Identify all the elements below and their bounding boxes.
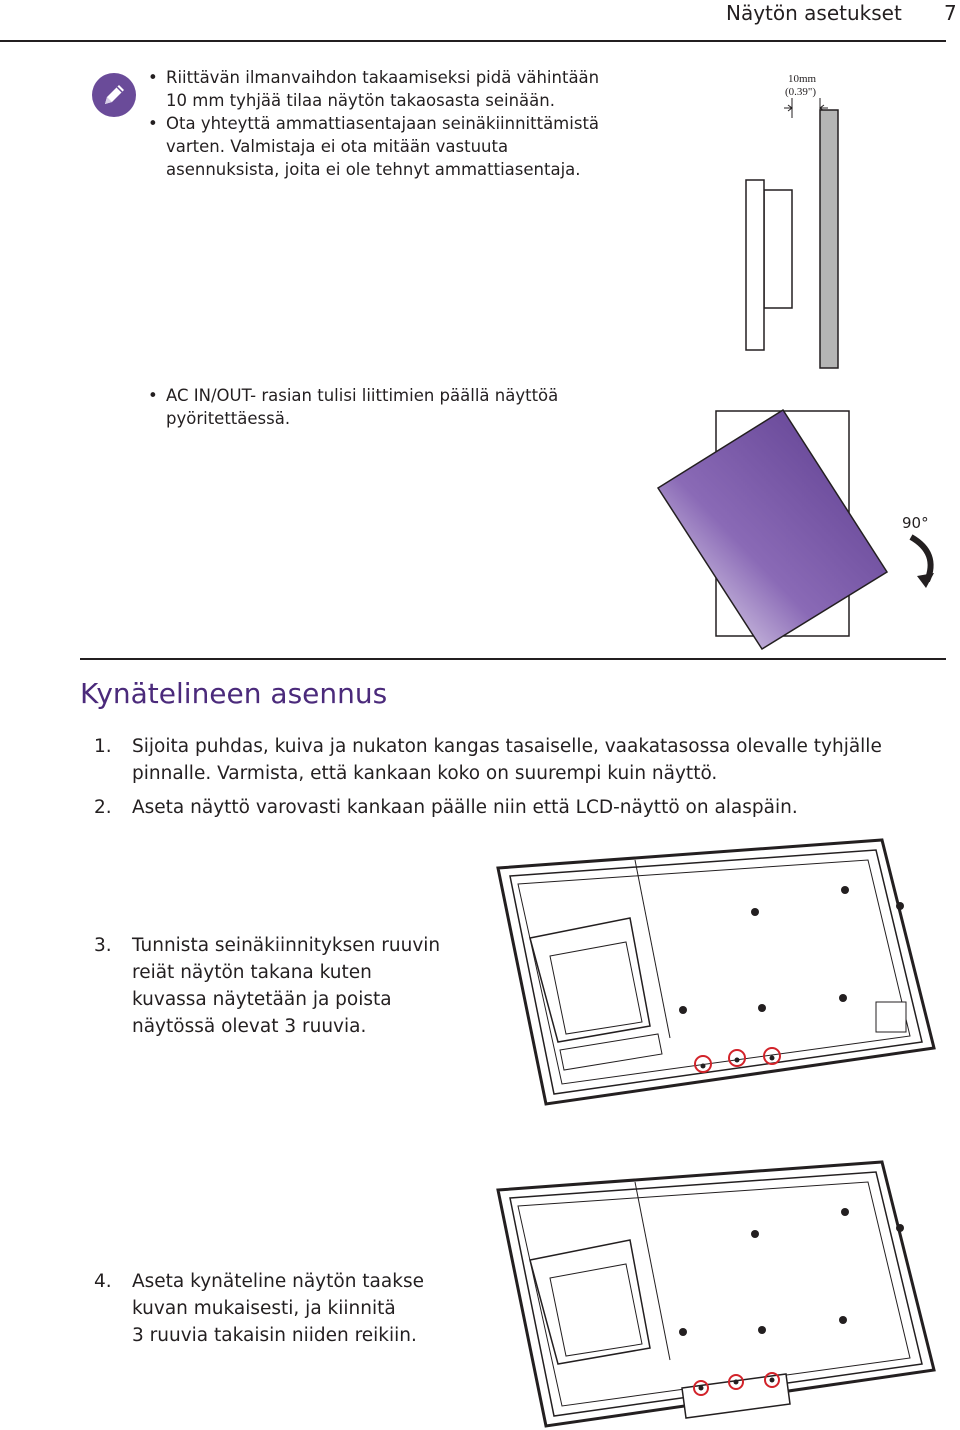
- wall-clearance-diagram: [740, 70, 880, 370]
- display-back-diagram-screws: [490, 838, 950, 1108]
- step-number: 4.: [94, 1271, 112, 1292]
- pencil-icon: [92, 73, 136, 117]
- step-text-line: näytössä olevat 3 ruuvia.: [132, 1016, 367, 1037]
- step-text-line: Tunnista seinäkiinnityksen ruuvin: [132, 935, 441, 956]
- display-side: [746, 180, 764, 350]
- step-number: 3.: [94, 935, 112, 956]
- step-number: 1.: [94, 736, 112, 757]
- rotation-label: 90°: [902, 514, 929, 532]
- note-bullet-ventilation: • Riittävän ilmanvaihdon takaamiseksi pidä vähintään 10 mm tyhjää tilaa näytön takaosasta seinään.: [146, 66, 616, 112]
- step-text-line: 3 ruuvia takaisin niiden reikiin.: [132, 1325, 417, 1346]
- section-title: Kynätelineen asennus: [80, 677, 388, 710]
- note-bullet-installer: • Ota yhteyttä ammattiasentajaan seinäkiinnittämistä varten. Valmistaja ei ota mitään vastuuta asennuksista, joita ei ole tehnyt ammattiasentaja.: [146, 112, 616, 181]
- note-bullet-rotation: • AC IN/OUT- rasian tulisi liittimien päällä näyttöä pyöritettäessä.: [146, 384, 616, 430]
- rotation-diagram: [655, 405, 929, 655]
- step-text-line: kuvan mukaisesti, ja kiinnitä: [132, 1298, 396, 1319]
- page-header-title: Näytön asetukset: [726, 1, 902, 25]
- step-text-line: Sijoita puhdas, kuiva ja nukaton kangas tasaiselle, vaakatasossa olevalle tyhjälle: [132, 736, 882, 757]
- step-text-line: kuvassa näytetään ja poista: [132, 989, 392, 1010]
- step-number: 2.: [94, 797, 112, 818]
- rotated-display-panel: [658, 410, 887, 649]
- header-divider: [0, 40, 946, 42]
- note-bullet-list: [146, 66, 616, 181]
- step-text-line: pinnalle. Varmista, että kankaan koko on suurempi kuin näyttö.: [132, 763, 718, 784]
- step-text-line: Aseta kynäteline näytön taakse: [132, 1271, 424, 1292]
- section-divider: [80, 658, 946, 660]
- step-text-line: reiät näytön takana kuten: [132, 962, 372, 983]
- note-bullet-list-rotation: [146, 384, 616, 430]
- wall-mount-bracket: [764, 190, 792, 308]
- wall: [820, 110, 838, 368]
- clearance-label-in: (0.39"): [785, 86, 817, 98]
- page-number: 7: [944, 1, 957, 25]
- clearance-label-mm: 10mm: [788, 73, 817, 85]
- step-text-line: Aseta näyttö varovasti kankaan päälle niin että LCD-näyttö on alaspäin.: [132, 797, 798, 818]
- display-back-diagram-pen-holder: [490, 1160, 950, 1430]
